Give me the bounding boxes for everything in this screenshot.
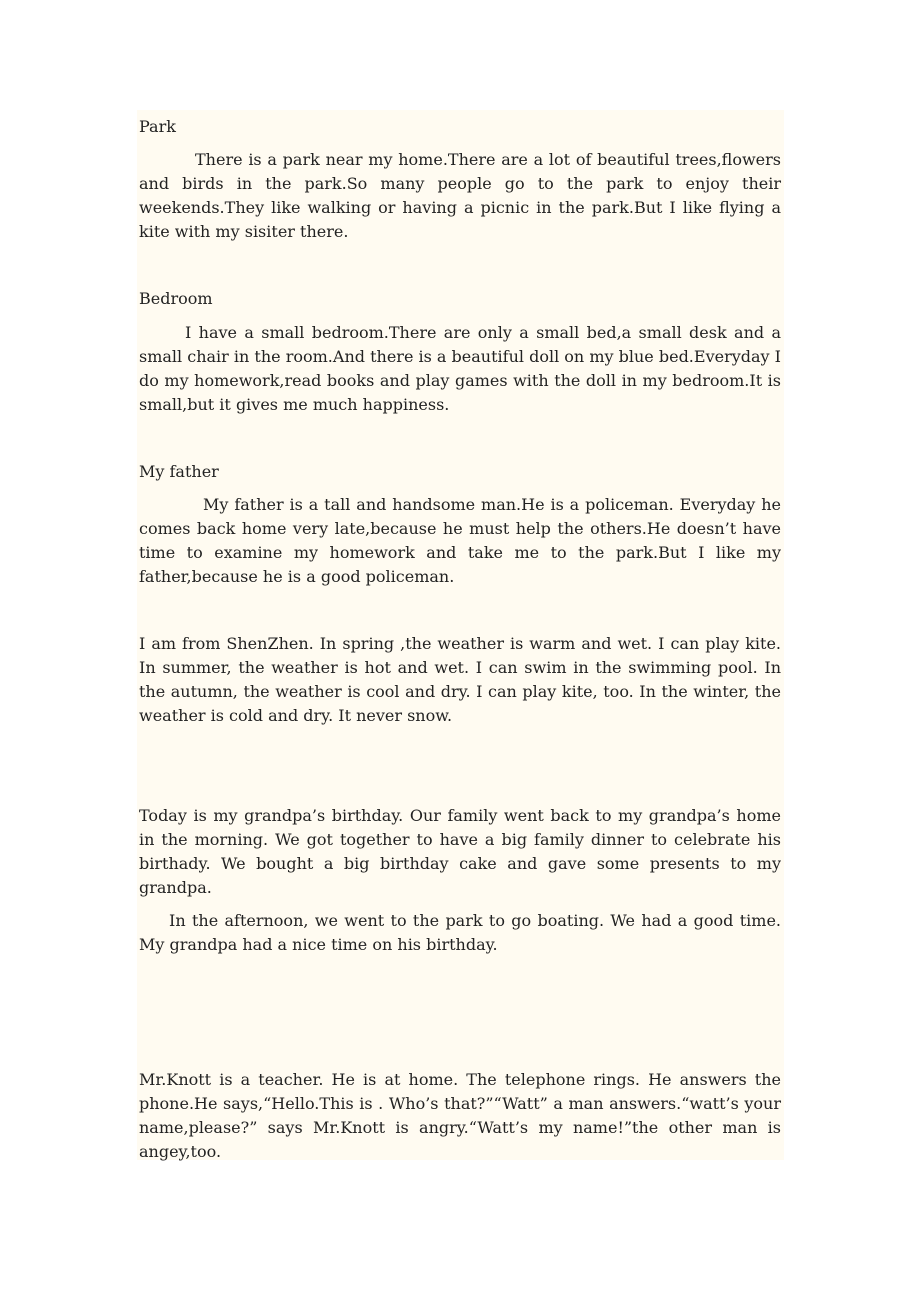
father-section [139,493,781,589]
birthday-section [139,804,781,957]
father-title: My father [139,462,219,481]
park-title: Park [139,117,176,136]
bedroom-section [139,321,781,417]
weather-section [139,632,781,728]
birthday-paragraph-2: In the afternoon, we went to the park to go boating. We had a good time. My grandpa had a nice time on his birthday. [139,911,781,954]
weather-paragraph: I am from ShenZhen. In spring ,the weather is warm and wet. I can play kite. In summer, the weather is hot and wet. I can swim in the swimming pool. In the autumn, the weather is cool and dry. I can play kite, too. In the winter, the weather is cold and dry. It never snow. [139,634,781,725]
park-section [139,148,781,244]
knott-section [139,1068,781,1164]
park-paragraph: There is a park near my home.There are a lot of beautiful trees,flowers and birds in the park.So many people go to the park to enjoy their weekends.They like walking or having a picnic in the park.But I like flying a kite with my sisiter there. [139,150,781,241]
bedroom-title: Bedroom [139,289,213,308]
birthday-paragraph-1: Today is my grandpa’s birthday. Our family went back to my grandpa’s home in the morning. We got together to have a big family dinner to celebrate his birthady. We bought a big birthday cake and gave some presents to my grandpa. [139,806,781,897]
bedroom-paragraph: I have a small bedroom.There are only a small bed,a small desk and a small chair in the room.And there is a beautiful doll on my blue bed.Everyday I do my homework,read books and play games with the doll in my bedroom.It is small,but it gives me much happiness. [139,323,781,414]
knott-paragraph: Mr.Knott is a teacher. He is at home. The telephone rings. He answers the phone.He says,“Hello.This is . Who’s that?”“Watt” a man answers.“watt’s your name,please?” says Mr.Knott is angry.“Watt’s my name!”the other man is angey,too. [139,1070,781,1161]
father-paragraph: My father is a tall and handsome man.He is a policeman. Everyday he comes back home very late,because he must help the others.He doesn’t have time to examine my homework and take me to the park.But I like my father,because he is a good policeman. [139,495,781,586]
